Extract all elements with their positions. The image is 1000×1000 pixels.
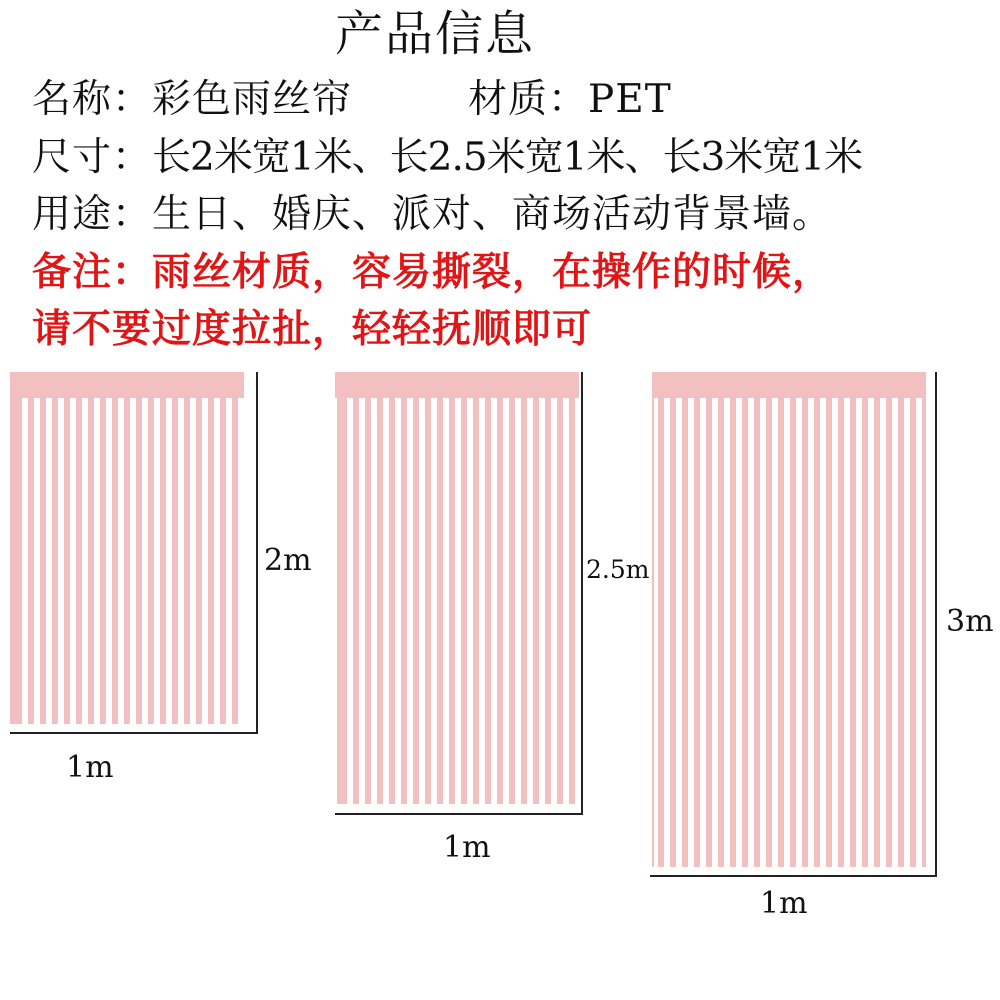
- curtain-2-length-label: 2.5m: [586, 555, 650, 584]
- name-value: 彩色雨丝帘: [152, 77, 353, 122]
- curtain-1-width-label: 1m: [66, 750, 114, 785]
- curtain-header-bar: [335, 372, 579, 398]
- note-line-1: 备注：雨丝材质，容易撕裂，在操作的时候，: [32, 249, 833, 295]
- width-dimension-line: [335, 813, 583, 815]
- curtain-strips: [335, 398, 579, 804]
- material-label: 材质：: [468, 77, 589, 122]
- material-value: PET: [588, 77, 672, 122]
- curtain-2m: [10, 372, 244, 724]
- page-title: 产品信息: [334, 6, 535, 62]
- curtain-strips: [652, 398, 926, 867]
- width-dimension-line: [650, 875, 937, 877]
- curtain-strips: [10, 398, 244, 724]
- note-line-2: 请不要过度拉扯，轻轻抚顺即可: [32, 306, 593, 352]
- curtain-1-length-label: 2m: [264, 543, 312, 578]
- curtain-3m: [652, 372, 926, 867]
- curtain-3-width-label: 1m: [760, 886, 808, 921]
- height-dimension-line: [581, 372, 583, 814]
- size-value: 长2米宽1米、长2.5米宽1米、长3米宽1米: [152, 135, 863, 180]
- curtain-header-bar: [652, 372, 926, 398]
- curtain-2-width-label: 1m: [443, 830, 491, 865]
- width-dimension-line: [10, 732, 258, 734]
- usage-value: 生日、婚庆、派对、商场活动背景墙。: [152, 192, 833, 237]
- height-dimension-line: [935, 372, 937, 877]
- curtain-3-length-label: 3m: [946, 604, 994, 639]
- size-label: 尺寸：: [32, 135, 153, 180]
- curtain-header-bar: [10, 372, 244, 398]
- name-material-line: [32, 76, 672, 124]
- usage-label: 用途：: [32, 192, 153, 237]
- size-line: [32, 134, 862, 182]
- name-label: 名称：: [32, 77, 153, 122]
- usage-line: [32, 191, 832, 239]
- height-dimension-line: [256, 372, 258, 734]
- curtain-2-5m: [335, 372, 579, 804]
